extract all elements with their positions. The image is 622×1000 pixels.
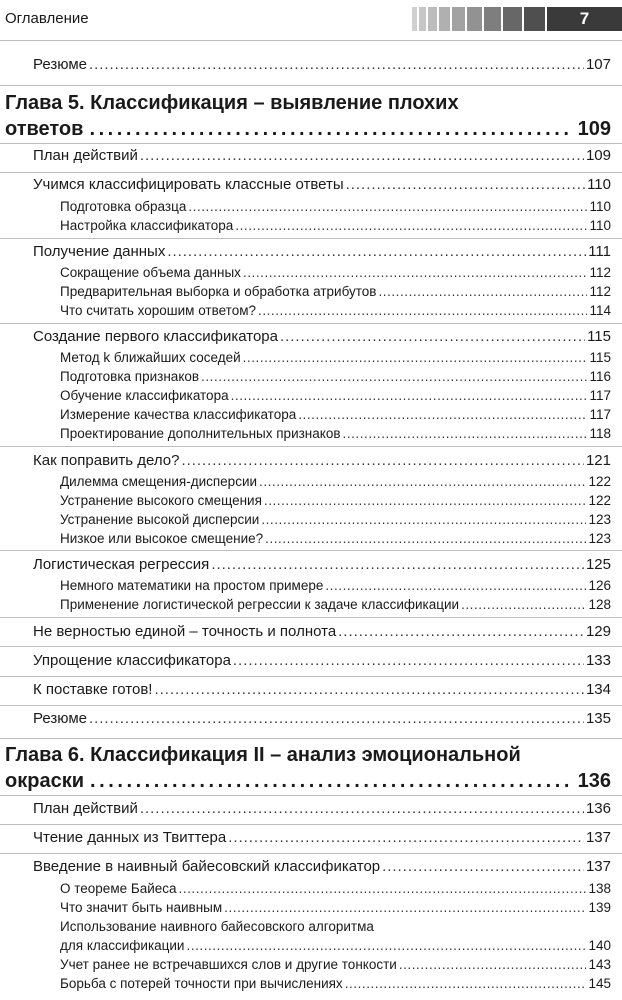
section-rule	[0, 617, 622, 618]
toc-subentry[interactable]	[60, 938, 611, 953]
section-rule	[0, 646, 622, 647]
toc-entry-page: 111	[588, 243, 611, 260]
chapter-page: 109	[577, 118, 611, 140]
toc-subentry[interactable]	[60, 284, 611, 299]
toc-subentry[interactable]	[60, 369, 611, 384]
toc-entry-page: 123	[588, 512, 611, 527]
toc-subentry[interactable]	[60, 597, 611, 612]
toc-entry-title: План действий	[33, 800, 138, 817]
toc-entry-page: 140	[588, 938, 611, 953]
toc-entry-page: 110	[589, 218, 611, 233]
toc-entry-title: Создание первого классификатора	[33, 328, 278, 345]
toc-entry-title: Проектирование дополнительных признаков	[60, 426, 341, 441]
toc-entry-title: Измерение качества классификатора	[60, 407, 297, 422]
toc-entry-title: Учет ранее не встречавшихся слов и другие тонкости	[60, 957, 397, 972]
section-rule	[0, 85, 622, 86]
running-head: Оглавление	[5, 10, 89, 27]
toc-entry-page: 107	[585, 56, 611, 73]
chapter-5-heading[interactable]	[5, 92, 611, 115]
toc-entry-page: 136	[585, 800, 611, 817]
toc-entry-title: Введение в наивный байесовский классификатор	[33, 858, 381, 875]
toc-entry-title: для классификации	[60, 938, 185, 953]
toc-entry-page: 129	[585, 623, 611, 640]
toc-entry[interactable]	[33, 56, 611, 73]
toc-entry-page: 135	[585, 710, 611, 727]
toc-entry-title: Борьба с потерей точности при вычислениях	[60, 976, 343, 991]
toc-entry-page: 116	[589, 369, 611, 384]
toc-entry[interactable]	[33, 710, 611, 727]
toc-subentry[interactable]	[60, 388, 611, 403]
toc-entry-page: 122	[588, 474, 611, 489]
toc-entry-page: 115	[589, 350, 611, 365]
toc-entry-page: 110	[587, 176, 611, 193]
toc-entry-title: К поставке готов!	[33, 681, 153, 698]
section-rule	[0, 323, 622, 324]
toc-entry-title: План действий	[33, 147, 138, 164]
toc-subentry[interactable]	[60, 578, 611, 593]
toc-entry-page: 115	[587, 328, 611, 345]
section-rule	[0, 446, 622, 447]
section-rule	[0, 795, 622, 796]
toc-entry-title: Логистическая регрессия	[33, 556, 210, 573]
toc-entry-title: Подготовка образца	[60, 199, 187, 214]
header-decoration	[412, 7, 545, 31]
toc-entry-page: 145	[588, 976, 611, 991]
toc-entry-page: 123	[588, 531, 611, 546]
chapter-5-heading-end[interactable]	[5, 118, 611, 141]
toc-entry-title: Упрощение классификатора	[33, 652, 231, 669]
toc-subentry[interactable]	[60, 407, 611, 422]
toc-entry-page: 134	[585, 681, 611, 698]
toc-entry-title: Не верностью единой – точность и полнота	[33, 623, 337, 640]
section-rule	[0, 172, 622, 173]
toc-entry-title: Получение данных	[33, 243, 166, 260]
toc-entry-title: Метод k ближайших соседей	[60, 350, 241, 365]
section-rule	[0, 550, 622, 551]
toc-entry-title: Дилемма смещения-дисперсии	[60, 474, 258, 489]
toc-entry[interactable]	[33, 452, 611, 469]
toc-entry-title: Резюме	[33, 56, 87, 73]
toc-entry-title: О теореме Байеса	[60, 881, 177, 896]
toc-entry[interactable]	[33, 623, 611, 640]
toc-subentry[interactable]	[60, 976, 611, 991]
toc-entry-title: Предварительная выборка и обработка атрибутов	[60, 284, 377, 299]
toc-entry-title: Обучение классификатора	[60, 388, 229, 403]
toc-entry-title: Немного математики на простом примере	[60, 578, 324, 593]
toc-subentry[interactable]	[60, 218, 611, 233]
toc-entry-page: 112	[589, 284, 611, 299]
toc-entry[interactable]	[33, 681, 611, 698]
toc-subentry[interactable]	[60, 426, 611, 441]
toc-entry-page: 117	[589, 407, 611, 422]
toc-subentry[interactable]	[60, 199, 611, 214]
toc-entry-title: Учимся классифицировать классные ответы	[33, 176, 344, 193]
toc-entry-title: Что значит быть наивным	[60, 900, 223, 915]
toc-entry-title: Резюме	[33, 710, 87, 727]
toc-entry-title: Чтение данных из Твиттера	[33, 829, 227, 846]
toc-entry-page: 138	[588, 881, 611, 896]
toc-entry-page: 139	[588, 900, 611, 915]
toc-entry-page: 122	[588, 493, 611, 508]
section-rule	[0, 738, 622, 739]
page-header	[0, 0, 622, 40]
toc-entry[interactable]	[33, 147, 611, 164]
chapter-title-line2: окраски	[5, 770, 84, 792]
toc-entry-title: Настройка классификатора	[60, 218, 234, 233]
toc-entry-page: 128	[588, 597, 611, 612]
toc-entry-page: 137	[585, 829, 611, 846]
toc-entry-page: 126	[588, 578, 611, 593]
toc-entry[interactable]	[33, 328, 611, 345]
toc-subentry[interactable]	[60, 531, 611, 546]
toc-entry[interactable]	[33, 243, 611, 260]
section-rule	[0, 143, 622, 144]
chapter-title-line1: Глава 6. Классификация II – анализ эмоциональной	[5, 744, 521, 766]
chapter-title-line2: ответов	[5, 118, 84, 140]
chapter-6-heading-end[interactable]	[5, 770, 611, 793]
toc-entry-title: Низкое или высокое смещение?	[60, 531, 264, 546]
toc-subentry[interactable]	[60, 957, 611, 972]
toc-entry-title: Подготовка признаков	[60, 369, 200, 384]
toc-entry-title: Как поправить дело?	[33, 452, 180, 469]
toc-entry-page: 114	[589, 303, 611, 318]
toc-entry-page: 143	[588, 957, 611, 972]
toc-subentry[interactable]	[60, 881, 611, 896]
toc-entry-title: Применение логистической регрессии к задаче классификации	[60, 597, 460, 612]
toc-entry[interactable]	[33, 556, 611, 573]
toc-entry-page: 117	[589, 388, 611, 403]
toc-subentry[interactable]	[60, 350, 611, 365]
toc-subentry[interactable]	[60, 303, 611, 318]
toc-subentry[interactable]	[60, 512, 611, 527]
page-number: 7	[547, 7, 622, 31]
section-rule	[0, 676, 622, 677]
toc-entry-title: Устранение высокой дисперсии	[60, 512, 260, 527]
toc-entry-page: 109	[585, 147, 611, 164]
section-rule	[0, 853, 622, 854]
chapter-6-heading[interactable]	[5, 744, 611, 767]
header-rule	[0, 40, 622, 41]
section-rule	[0, 705, 622, 706]
chapter-title-line1: Глава 5. Классификация – выявление плохих	[5, 92, 459, 114]
toc-entry-page: 121	[585, 452, 611, 469]
toc-entry-title: Устранение высокого смещения	[60, 493, 262, 508]
toc-subentry-title-line1[interactable]: Использование наивного байесовского алгоритма	[60, 919, 374, 934]
toc-entry-page: 137	[585, 858, 611, 875]
toc-subentry[interactable]	[60, 900, 611, 915]
chapter-page: 136	[577, 770, 611, 792]
toc-entry-title: Что считать хорошим ответом?	[60, 303, 257, 318]
toc-entry[interactable]	[33, 176, 611, 193]
toc-entry[interactable]	[33, 829, 611, 846]
section-rule	[0, 238, 622, 239]
toc-entry-page: 112	[589, 265, 611, 280]
toc-subentry[interactable]	[60, 265, 611, 280]
toc-entry-page: 133	[585, 652, 611, 669]
toc-entry-page: 125	[585, 556, 611, 573]
toc-entry[interactable]	[33, 800, 611, 817]
toc-entry-title: Сокращение объема данных	[60, 265, 241, 280]
toc-entry[interactable]	[33, 652, 611, 669]
toc-subentry[interactable]	[60, 493, 611, 508]
toc-entry[interactable]	[33, 858, 611, 875]
toc-entry-page: 110	[589, 199, 611, 214]
toc-entry-page: 118	[589, 426, 611, 441]
section-rule	[0, 824, 622, 825]
toc-subentry[interactable]	[60, 474, 611, 489]
